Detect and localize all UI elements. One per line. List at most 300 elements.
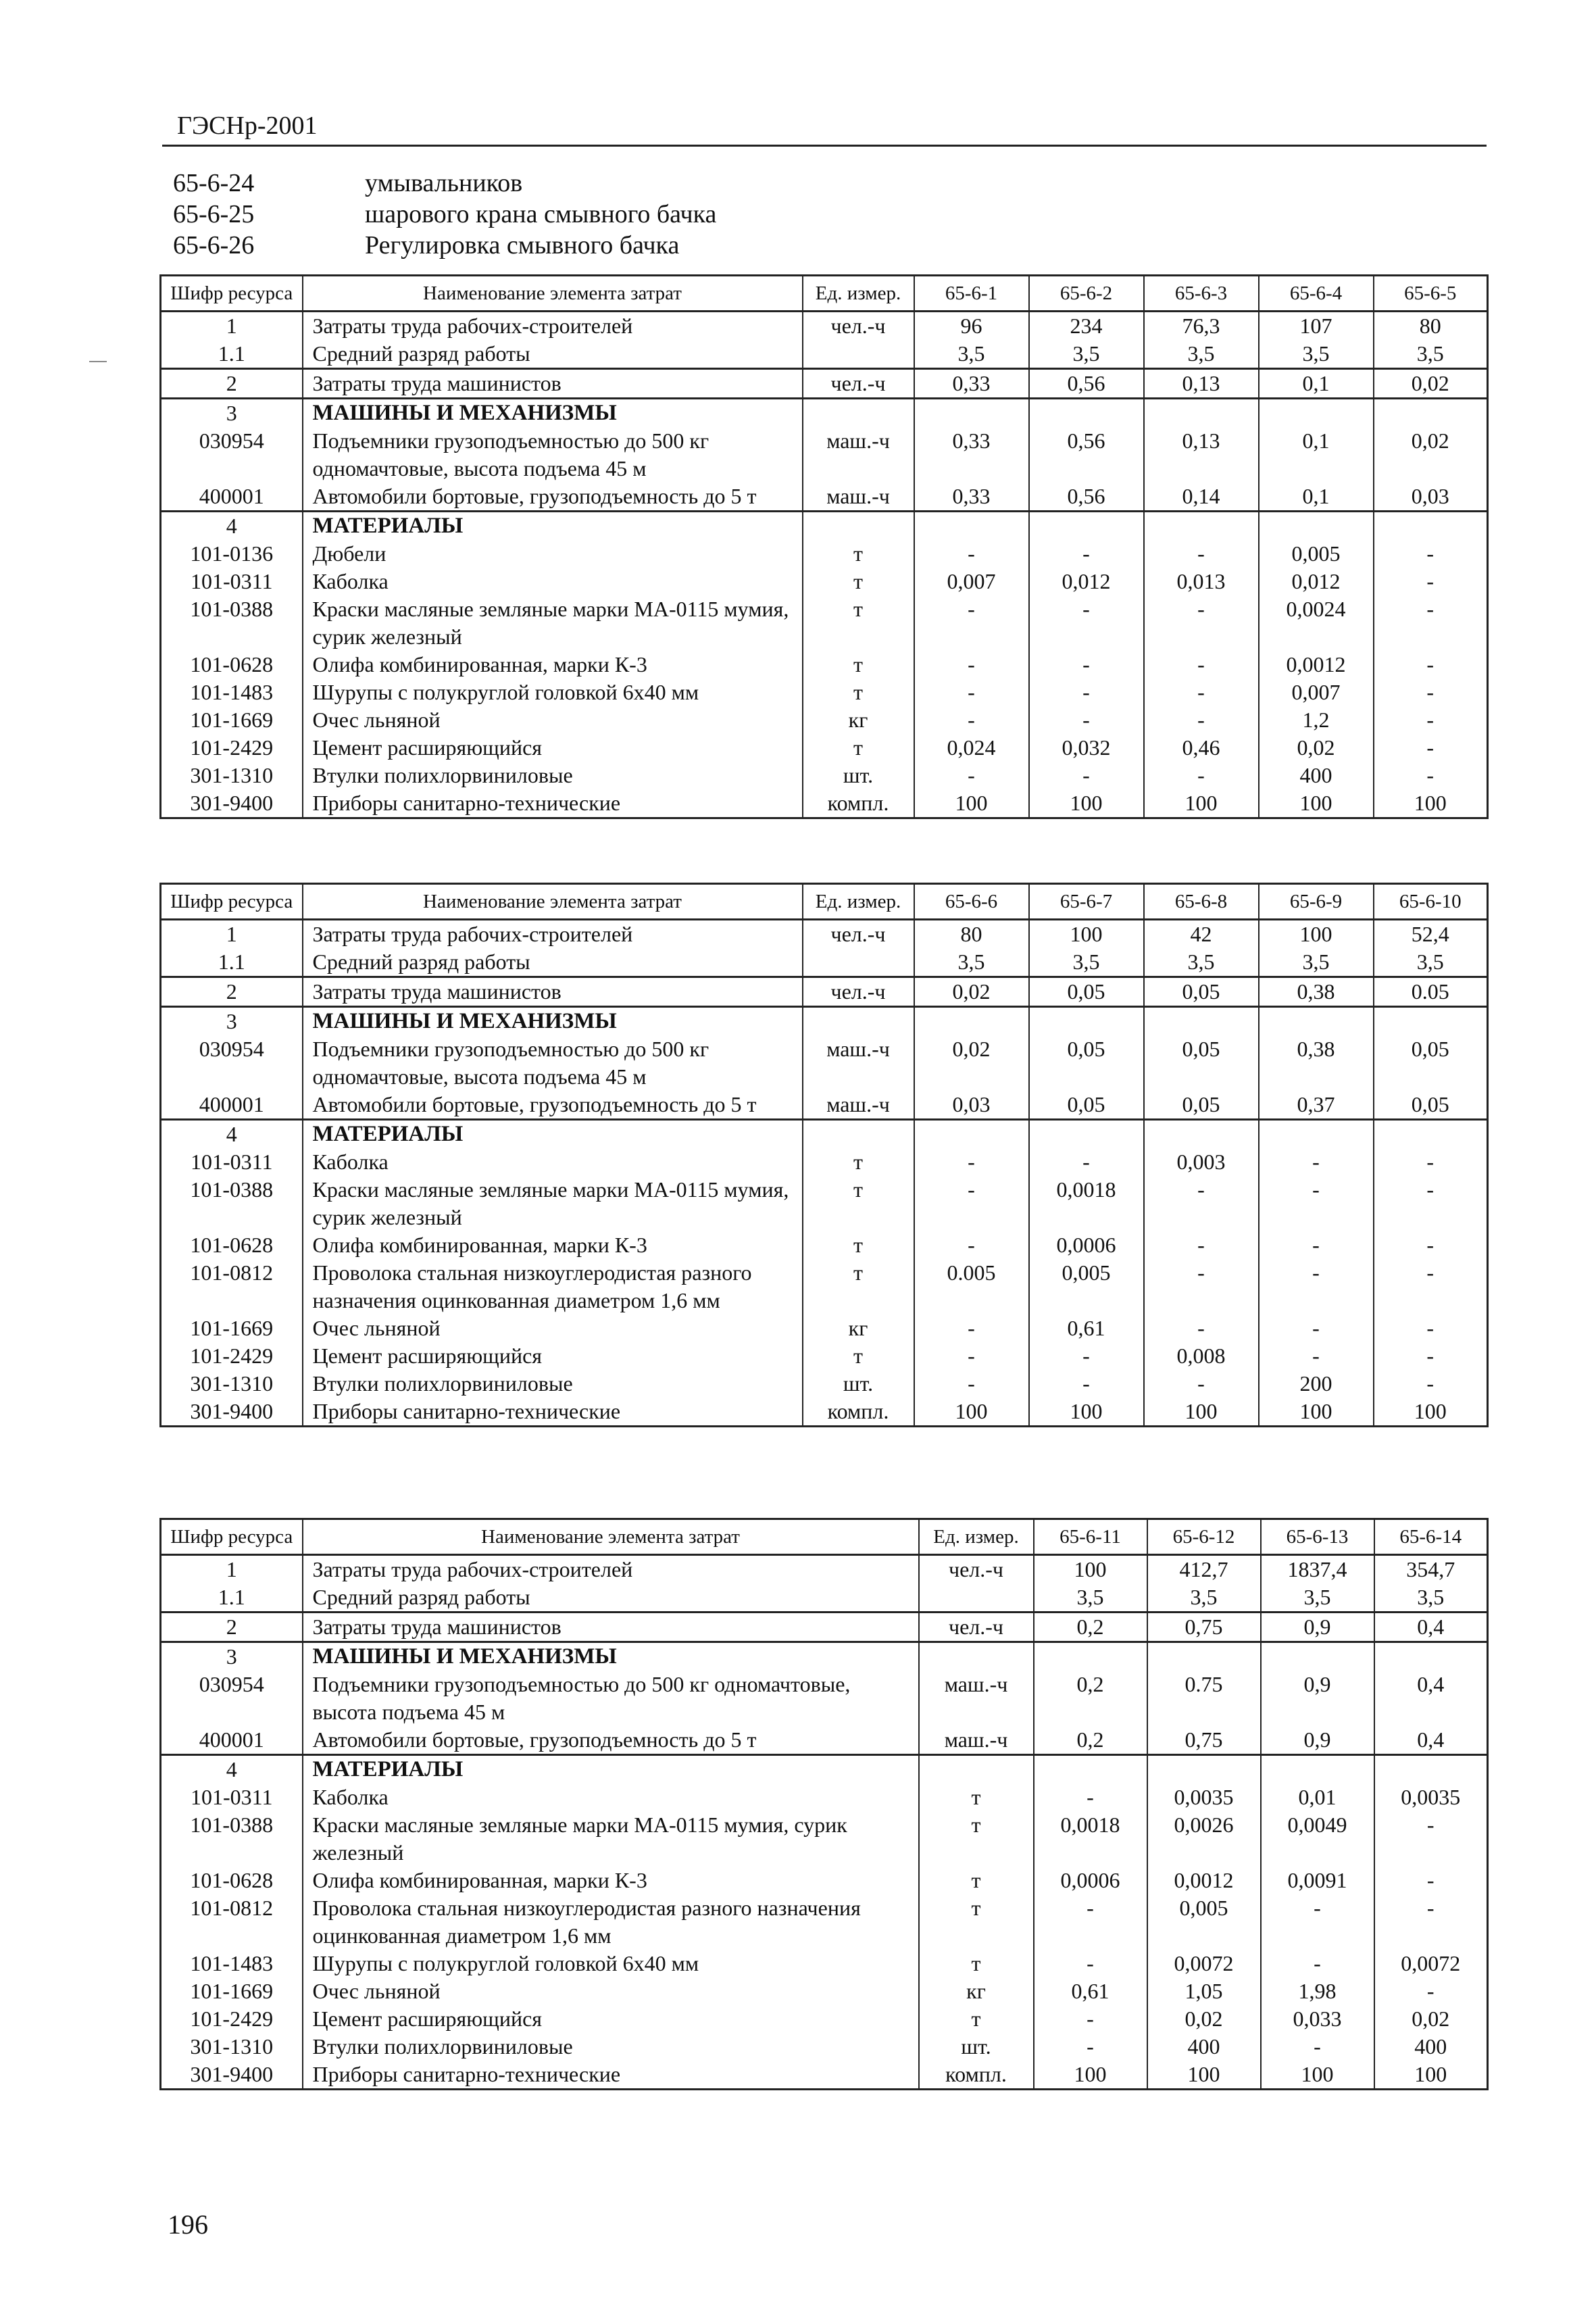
cell-value: 400 [1147,2033,1261,2061]
cell-value: 0,9 [1261,1671,1374,1726]
table-row [161,1894,1488,1950]
table-body [161,920,1488,1427]
section-row [161,399,1488,428]
cell-value: 0,02 [1259,734,1374,762]
cell-cost-name: Втулки полихлорвиниловые [303,1370,803,1398]
cell-value: - [1374,1148,1488,1176]
col-header-norm: 65-6-12 [1147,1519,1261,1555]
cell-unit: т [919,1894,1034,1950]
cell-value: - [1374,1867,1488,1894]
cell-value: - [1259,1148,1374,1176]
cell-cost-name: Автомобили бортовые, грузоподъемность до 5 т [303,1091,803,1120]
cell-value: 0,56 [1029,369,1144,399]
cell-resource-code: 1.1 [161,1583,303,1613]
cell-unit: т [803,651,914,679]
cell-value: 200 [1259,1370,1374,1398]
cell-resource-code: 101-0388 [161,595,303,651]
cell-resource-code: 101-0311 [161,1783,303,1811]
cell-value [1261,1642,1374,1671]
cell-resource-code: 101-0628 [161,651,303,679]
cell-value: 400 [1259,762,1374,789]
cell-value: 0,003 [1144,1148,1259,1176]
cell-unit: т [919,1950,1034,1977]
col-header-unit: Ед. измер. [803,276,914,312]
cell-cost-name: Средний разряд работы [303,340,803,369]
cell-value: 100 [1029,1398,1144,1427]
cell-value: 0,75 [1147,1613,1261,1642]
table-row [161,1726,1488,1755]
cell-cost-name: Автомобили бортовые, грузоподъемность до 5 т [303,483,803,512]
table-header [161,884,1488,920]
cell-value [914,512,1029,541]
cell-value: 0,05 [1144,1091,1259,1120]
table-row [161,1314,1488,1342]
cell-value: - [1144,762,1259,789]
cell-value [914,1007,1029,1036]
cell-value: 0,33 [914,483,1029,512]
cell-value [1144,399,1259,428]
cell-value: 100 [1144,789,1259,818]
table-row [161,1148,1488,1176]
cell-value: - [1374,1342,1488,1370]
section-row [161,1755,1488,1784]
table-row [161,706,1488,734]
table-row [161,369,1488,399]
cell-value: 0,02 [1147,2005,1261,2033]
col-header-unit: Ед. измер. [919,1519,1034,1555]
cell-value: 100 [1259,789,1374,818]
intro-code: 65-6-24 [173,169,255,197]
cell-value: 0,005 [1029,1259,1144,1314]
cell-cost-name: Подъемники грузоподъемностью до 500 кг одномачтовые, высота подъема 45 м [303,1035,803,1091]
cell-resource-code: 101-2429 [161,1342,303,1370]
cell-cost-name: Автомобили бортовые, грузоподъемность до 5 т [303,1726,919,1755]
table-row [161,1342,1488,1370]
cell-value: 0,0018 [1029,1176,1144,1231]
cell-value: - [1374,1977,1488,2005]
cell-unit [803,1120,914,1149]
cell-value: 3,5 [1259,948,1374,977]
cell-unit: чел.-ч [803,369,914,399]
cell-unit: чел.-ч [919,1555,1034,1584]
cell-resource-code: 301-9400 [161,789,303,818]
cell-cost-name: МАШИНЫ И МЕХАНИЗМЫ [303,1007,803,1036]
cell-value: - [1144,540,1259,568]
cell-value: - [1144,1259,1259,1314]
cell-value: - [1259,1259,1374,1314]
cell-unit: маш.-ч [803,1035,914,1091]
section-row [161,1120,1488,1149]
table-row [161,595,1488,651]
cell-value: 0,013 [1144,568,1259,595]
table-row [161,1176,1488,1231]
cell-value: 0,4 [1374,1613,1488,1642]
cell-value: - [1029,651,1144,679]
cell-value: 100 [1034,2061,1147,2090]
cell-unit: т [803,1259,914,1314]
cell-cost-name: МАТЕРИАЛЫ [303,1755,919,1784]
cell-value: - [1374,1176,1488,1231]
col-header-code: Шифр ресурса [161,276,303,312]
cell-value [1259,399,1374,428]
cell-value: 80 [914,920,1029,949]
cell-value: 0,005 [1259,540,1374,568]
cell-resource-code: 101-1669 [161,706,303,734]
table-row [161,1583,1488,1613]
col-header-norm: 65-6-4 [1259,276,1374,312]
cell-value: 0,005 [1147,1894,1261,1950]
cell-value: 0,02 [1374,427,1488,483]
cell-resource-code: 101-0812 [161,1894,303,1950]
cell-value: - [1374,1894,1488,1950]
cell-value: 0,032 [1029,734,1144,762]
cell-cost-name: Краски масляные земляные марки МА-0115 мумия, сурик железный [303,595,803,651]
cell-unit: т [803,734,914,762]
cell-value [1374,512,1488,541]
cell-unit [919,1583,1034,1613]
cell-value: 0,02 [1374,369,1488,399]
intro-text: шарового крана смывного бачка [365,200,717,228]
cell-value: 100 [1259,920,1374,949]
col-header-norm: 65-6-7 [1029,884,1144,920]
cell-value: 0,4 [1374,1671,1488,1726]
col-header-name: Наименование элемента затрат [303,276,803,312]
cell-value: - [1034,1894,1147,1950]
cell-value: 0,0035 [1374,1783,1488,1811]
cell-cost-name: Втулки полихлорвиниловые [303,2033,919,2061]
cell-unit [803,1007,914,1036]
cell-resource-code: 101-0628 [161,1867,303,1894]
cell-unit: т [803,595,914,651]
cell-resource-code: 3 [161,399,303,428]
cell-value [1029,1120,1144,1149]
cell-value: 3,5 [1374,948,1488,977]
cell-unit: т [919,2005,1034,2033]
cell-value: 0,0035 [1147,1783,1261,1811]
cell-value: 100 [1261,2061,1374,2090]
cell-value: - [1034,1783,1147,1811]
cell-value: 0,4 [1374,1726,1488,1755]
table-row [161,1671,1488,1726]
cell-value: 100 [1374,2061,1488,2090]
cell-resource-code: 101-1483 [161,679,303,706]
cell-value: 100 [1144,1398,1259,1427]
intro-item [173,199,716,230]
cell-value [1029,399,1144,428]
cell-value: - [1374,568,1488,595]
cell-unit: маш.-ч [919,1671,1034,1726]
cell-value: 0,33 [914,369,1029,399]
cell-value: - [1144,1231,1259,1259]
cell-value: - [914,1231,1029,1259]
table-row [161,1950,1488,1977]
cell-value: 3,5 [1034,1583,1147,1613]
cell-value: - [1259,1314,1374,1342]
cell-value: 3,5 [1261,1583,1374,1613]
cell-cost-name: Затраты труда машинистов [303,369,803,399]
cell-value: 0,008 [1144,1342,1259,1370]
cell-value: 0,0024 [1259,595,1374,651]
cell-value [1029,512,1144,541]
cell-value: 0,05 [1029,1035,1144,1091]
cell-value: 0,03 [914,1091,1029,1120]
cell-cost-name: МАТЕРИАЛЫ [303,512,803,541]
cell-value: 80 [1374,312,1488,341]
cell-value: 0,0018 [1034,1811,1147,1867]
cell-resource-code: 101-2429 [161,734,303,762]
cell-resource-code: 301-1310 [161,762,303,789]
cell-resource-code: 101-0311 [161,568,303,595]
cell-value: 0,56 [1029,427,1144,483]
table-body [161,1555,1488,2090]
cell-value: 1837,4 [1261,1555,1374,1584]
cell-value: 0.05 [1374,977,1488,1007]
cell-value: 100 [1147,2061,1261,2090]
cell-value [1144,1007,1259,1036]
cell-resource-code: 4 [161,512,303,541]
cell-value: - [1029,1370,1144,1398]
cell-cost-name: Олифа комбинированная, марки К-3 [303,1231,803,1259]
cell-cost-name: Олифа комбинированная, марки К-3 [303,651,803,679]
cell-value [1261,1755,1374,1784]
table-row [161,1259,1488,1314]
cell-value: - [1374,762,1488,789]
cell-value [914,399,1029,428]
cell-value: 107 [1259,312,1374,341]
cell-unit [803,399,914,428]
cell-value [1147,1642,1261,1671]
cell-value: 0,0012 [1259,651,1374,679]
cell-value: 0.005 [914,1259,1029,1314]
cell-unit: т [919,1867,1034,1894]
cell-cost-name: Каболка [303,1148,803,1176]
cell-resource-code: 101-0812 [161,1259,303,1314]
cell-value: 0,1 [1259,369,1374,399]
cell-value [1147,1755,1261,1784]
cell-value: 0,01 [1261,1783,1374,1811]
cell-resource-code: 101-1483 [161,1950,303,1977]
cell-value: 100 [914,1398,1029,1427]
cell-value: 0,03 [1374,483,1488,512]
cell-value: - [1374,540,1488,568]
cell-resource-code: 030954 [161,1671,303,1726]
cell-value: - [1034,1950,1147,1977]
cell-value: 1,05 [1147,1977,1261,2005]
cell-resource-code: 1 [161,1555,303,1584]
cell-value: 3,5 [1144,340,1259,369]
cell-value: - [1144,595,1259,651]
cell-value: - [1029,540,1144,568]
header-row [161,884,1488,920]
cell-value: 52,4 [1374,920,1488,949]
cell-resource-code: 101-0136 [161,540,303,568]
table-row [161,2005,1488,2033]
cell-resource-code: 101-1669 [161,1977,303,2005]
cell-value: - [1029,595,1144,651]
cell-value: 0,56 [1029,483,1144,512]
cell-value [1374,399,1488,428]
table-row [161,679,1488,706]
cell-value: - [914,1370,1029,1398]
cell-value: 0,05 [1029,1091,1144,1120]
cell-cost-name: Цемент расширяющийся [303,734,803,762]
cell-cost-name: Втулки полихлорвиниловые [303,762,803,789]
cell-value: 1,98 [1261,1977,1374,2005]
cell-value: 0,13 [1144,427,1259,483]
cell-cost-name: Проволока стальная низкоуглеродистая разного назначения оцинкованная диаметром 1,6 мм [303,1259,803,1314]
cell-cost-name: Приборы санитарно-технические [303,2061,919,2090]
cell-value: 0,9 [1261,1613,1374,1642]
cell-cost-name: Затраты труда машинистов [303,977,803,1007]
cell-unit: т [803,679,914,706]
cell-value: 0,05 [1144,977,1259,1007]
cell-value: - [1029,1148,1144,1176]
cell-unit: т [803,1148,914,1176]
cell-value: 1,2 [1259,706,1374,734]
cell-value: - [1259,1342,1374,1370]
cell-resource-code: 101-0311 [161,1148,303,1176]
col-header-norm: 65-6-5 [1374,276,1488,312]
cell-value: 76,3 [1144,312,1259,341]
cell-value: - [1374,1370,1488,1398]
cell-unit: маш.-ч [919,1726,1034,1755]
cell-value: 42 [1144,920,1259,949]
table-row [161,1091,1488,1120]
cell-value [1034,1755,1147,1784]
cell-cost-name: МАШИНЫ И МЕХАНИЗМЫ [303,1642,919,1671]
cell-value: - [1144,1370,1259,1398]
cell-value: - [1374,679,1488,706]
cell-value: 0,0026 [1147,1811,1261,1867]
cell-value: - [1029,679,1144,706]
cell-value: - [1034,2033,1147,2061]
cell-cost-name: Очес льняной [303,706,803,734]
cell-value: 100 [1029,920,1144,949]
table-row [161,734,1488,762]
table-row [161,1555,1488,1584]
cell-cost-name: Очес льняной [303,1977,919,2005]
cell-value: 0,61 [1034,1977,1147,2005]
table-row [161,1783,1488,1811]
cell-value: 3,5 [1029,340,1144,369]
cell-value: 0,0091 [1261,1867,1374,1894]
cell-unit: чел.-ч [803,977,914,1007]
cell-value: 412,7 [1147,1555,1261,1584]
cell-value: - [914,540,1029,568]
cell-value: 100 [1374,789,1488,818]
cell-value: 0,1 [1259,427,1374,483]
table-row [161,568,1488,595]
col-header-norm: 65-6-9 [1259,884,1374,920]
cell-value [1034,1642,1147,1671]
cell-unit: маш.-ч [803,483,914,512]
cell-value [1259,1120,1374,1149]
cell-value: 100 [1029,789,1144,818]
cell-value: 0,0012 [1147,1867,1261,1894]
col-header-norm: 65-6-3 [1144,276,1259,312]
cell-value: 0,012 [1029,568,1144,595]
cell-value: - [1144,1314,1259,1342]
intro-code: 65-6-26 [173,231,255,260]
cell-value: 0,007 [914,568,1029,595]
cell-value: 0,46 [1144,734,1259,762]
table-row [161,540,1488,568]
col-header-norm: 65-6-6 [914,884,1029,920]
col-header-code: Шифр ресурса [161,884,303,920]
cell-value: 0,38 [1259,977,1374,1007]
cell-resource-code: 400001 [161,1091,303,1120]
cell-unit: т [803,1231,914,1259]
norm-table-3 [159,1518,1489,2090]
cell-value: - [1259,1231,1374,1259]
col-header-norm: 65-6-8 [1144,884,1259,920]
cell-unit: шт. [803,1370,914,1398]
cell-resource-code: 301-1310 [161,2033,303,2061]
cell-cost-name: Краски масляные земляные марки МА-0115 мумия, сурик железный [303,1811,919,1867]
cell-resource-code: 101-0628 [161,1231,303,1259]
cell-cost-name: Олифа комбинированная, марки К-3 [303,1867,919,1894]
cell-value: 0,05 [1144,1035,1259,1091]
table-row [161,340,1488,369]
cell-cost-name: Средний разряд работы [303,948,803,977]
cell-cost-name: Проволока стальная низкоуглеродистая разного назначения оцинкованная диаметром 1,6 мм [303,1894,919,1950]
cell-cost-name: Подъемники грузоподъемностью до 500 кг одномачтовые, высота подъема 45 м [303,1671,919,1726]
cell-unit: т [919,1811,1034,1867]
cell-unit: шт. [919,2033,1034,2061]
col-header-norm: 65-6-11 [1034,1519,1147,1555]
cell-cost-name: Шурупы с полукруглой головкой 6х40 мм [303,1950,919,1977]
cell-value: - [1374,595,1488,651]
cell-value: 354,7 [1374,1555,1488,1584]
cell-value: 96 [914,312,1029,341]
cell-resource-code: 3 [161,1007,303,1036]
cell-value [1144,1120,1259,1149]
cell-value: 234 [1029,312,1144,341]
table-row [161,1867,1488,1894]
intro-code: 65-6-25 [173,200,255,228]
cell-value: 0,024 [914,734,1029,762]
cell-unit: т [803,540,914,568]
cell-value: 3,5 [1029,948,1144,977]
intro-text: умывальников [365,169,523,197]
cell-value: - [1144,706,1259,734]
col-header-norm: 65-6-2 [1029,276,1144,312]
cell-value [1374,1007,1488,1036]
cell-unit [803,948,914,977]
cell-value: 100 [1374,1398,1488,1427]
cell-value: 0,05 [1029,977,1144,1007]
cell-value: 0,33 [914,427,1029,483]
cell-resource-code: 101-2429 [161,2005,303,2033]
col-header-norm: 65-6-14 [1374,1519,1488,1555]
cell-value: - [914,651,1029,679]
cell-value: 3,5 [1147,1583,1261,1613]
cell-value: - [914,595,1029,651]
cell-unit: т [803,1342,914,1370]
intro-item [173,168,716,199]
col-header-code: Шифр ресурса [161,1519,303,1555]
cell-value: 3,5 [1144,948,1259,977]
cell-value [1374,1755,1488,1784]
cell-resource-code: 400001 [161,1726,303,1755]
cell-unit: компл. [803,789,914,818]
header-row [161,276,1488,312]
cell-value: 0,033 [1261,2005,1374,2033]
cell-value: 0,0072 [1147,1950,1261,1977]
cell-value [1029,1007,1144,1036]
col-header-name: Наименование элемента затрат [303,884,803,920]
cell-unit: т [803,568,914,595]
